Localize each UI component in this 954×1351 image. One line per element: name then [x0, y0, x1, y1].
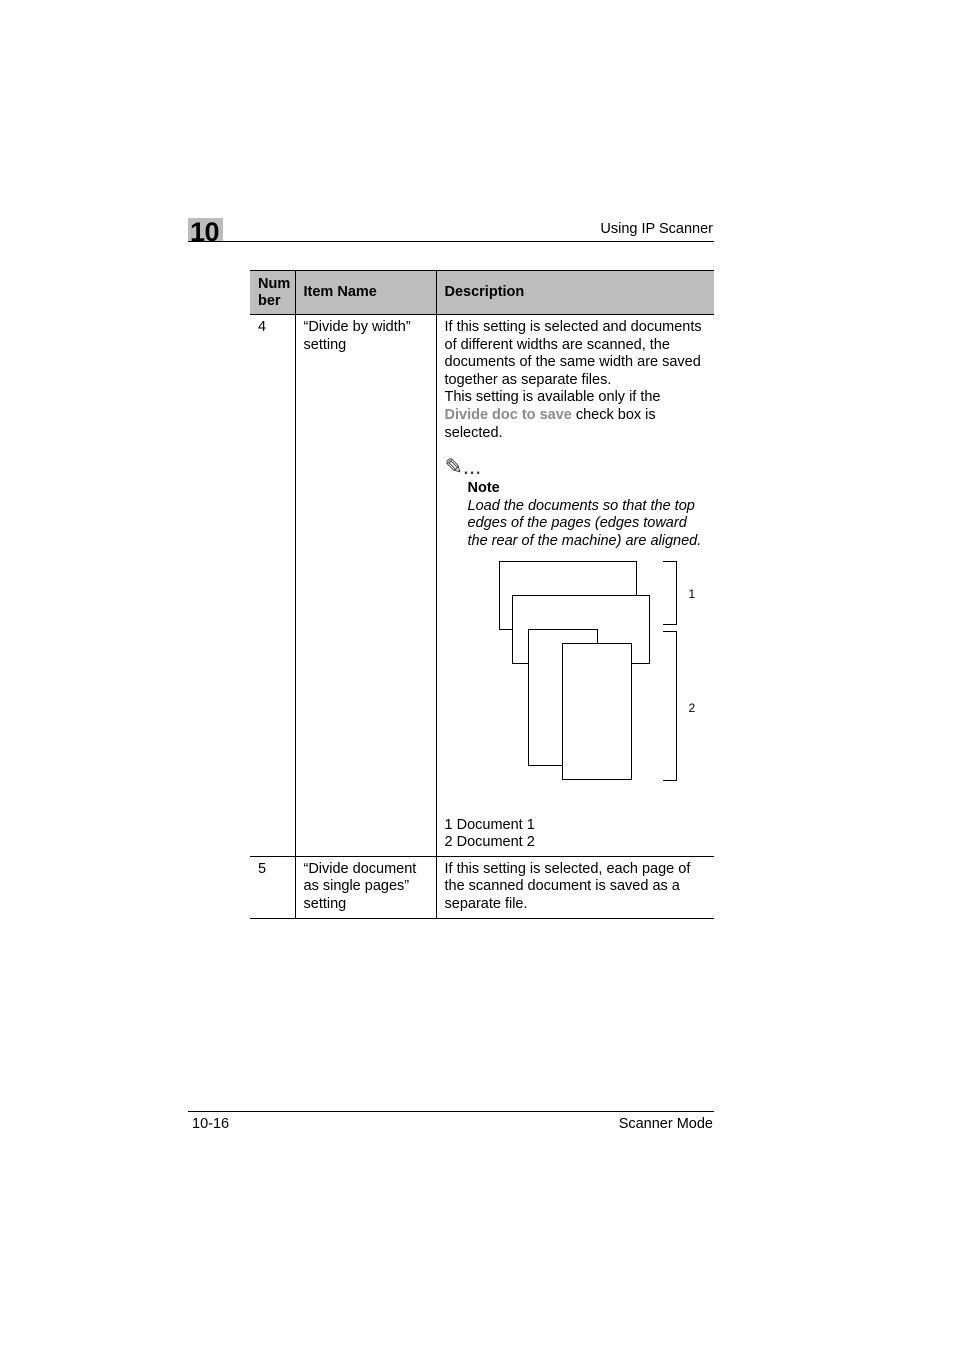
legend-item: 1 Document 1 [444, 816, 535, 833]
legend-item: 2 Document 2 [444, 834, 535, 851]
availability-text-end: check box is selected. [444, 406, 656, 441]
bracket-label-1: 1 [688, 586, 696, 601]
availability-text: This setting is available only if the [444, 389, 661, 406]
column-header-item-name: Item Name [295, 271, 436, 315]
document-2-bracket [663, 631, 677, 781]
diagram-legend [445, 817, 709, 852]
row-item-name: “Divide document as single pages” setting [295, 856, 436, 918]
table-row [250, 315, 714, 857]
page-number: 10-16 [192, 1116, 230, 1132]
note-text: Load the documents so that the top edges of the pages (edges toward the rear of the machine) are aligned. [467, 497, 702, 549]
row-number: 5 [250, 856, 295, 918]
footer-rule [188, 1111, 714, 1112]
divide-doc-to-save-link[interactable]: Divide doc to save [444, 406, 572, 423]
document-1-bracket [663, 561, 677, 625]
note-block [445, 454, 709, 550]
column-header-description: Description [436, 271, 714, 315]
settings-table [250, 270, 714, 919]
row-item-name: “Divide by width” setting [295, 315, 436, 857]
note-title: Note [467, 480, 500, 497]
document-alignment-diagram [445, 561, 709, 807]
running-header-title: Using IP Scanner [600, 221, 713, 237]
chapter-number: 10 [190, 217, 220, 247]
description-paragraph: If this setting is selected and documents of different widths are scanned, the documents of the same width are saved together as separate files. [444, 319, 702, 388]
pencil-note-icon: ✎... [444, 454, 482, 480]
table-row [250, 856, 714, 918]
bracket-label-2: 2 [688, 700, 696, 715]
document-2-page-b [562, 643, 632, 780]
row-description [436, 315, 714, 857]
description-availability [445, 389, 709, 442]
row-description: If this setting is selected, each page of the scanned document is saved as a separate file. [436, 856, 714, 918]
row-number: 4 [250, 315, 295, 857]
footer-section-title: Scanner Mode [618, 1116, 713, 1132]
column-header-number: Num ber [250, 271, 295, 315]
table-header-row [250, 271, 714, 315]
header-rule [188, 241, 714, 242]
